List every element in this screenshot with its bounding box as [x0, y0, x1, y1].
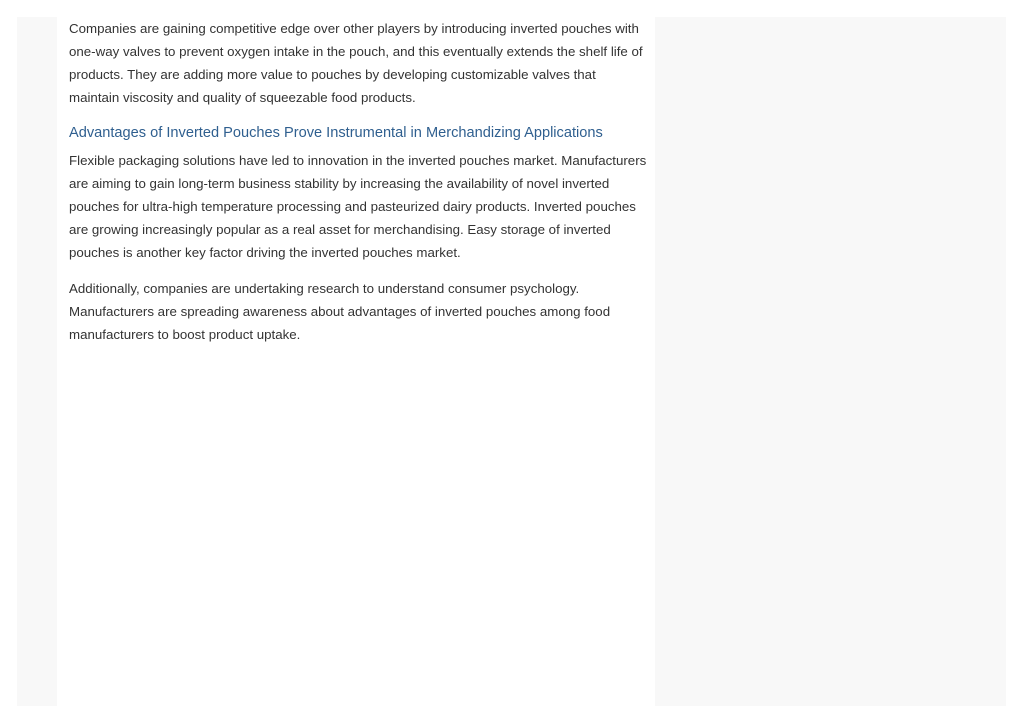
article-paragraph-1: Companies are gaining competitive edge over other players by introducing inverted pouches with one-way valves to prevent oxygen intake in the pouch, and this eventually extends the shelf life of products. They are adding more value to pouches by developing customizable valves that maintain viscosity and quality of squeezable food products.: [69, 21, 643, 105]
section-heading: Advantages of Inverted Pouches Prove Instrumental in Merchandizing Applications: [69, 125, 603, 141]
right-sidebar: [655, 17, 1006, 706]
article-paragraph-3: Additionally, companies are undertaking research to understand consumer psychology. Manufacturers are spreading awareness about advantages of inverted pouches among food manufacturers to boost product uptake.: [69, 281, 611, 342]
article-paragraph-2: Flexible packaging solutions have led to innovation in the inverted pouches market. Manufacturers are aiming to gain long-term business stability by increasing the availability of novel inverted pouches for ultra-high temperature processing and pasteurized dairy products. Inverted pouches are growing increasingly popular as a real asset for merchandising. Easy storage of inverted pouches is another key factor driving the inverted pouches market.: [69, 153, 647, 260]
article-body: [69, 17, 649, 346]
main-content: [57, 17, 655, 706]
left-gutter: [17, 17, 57, 706]
